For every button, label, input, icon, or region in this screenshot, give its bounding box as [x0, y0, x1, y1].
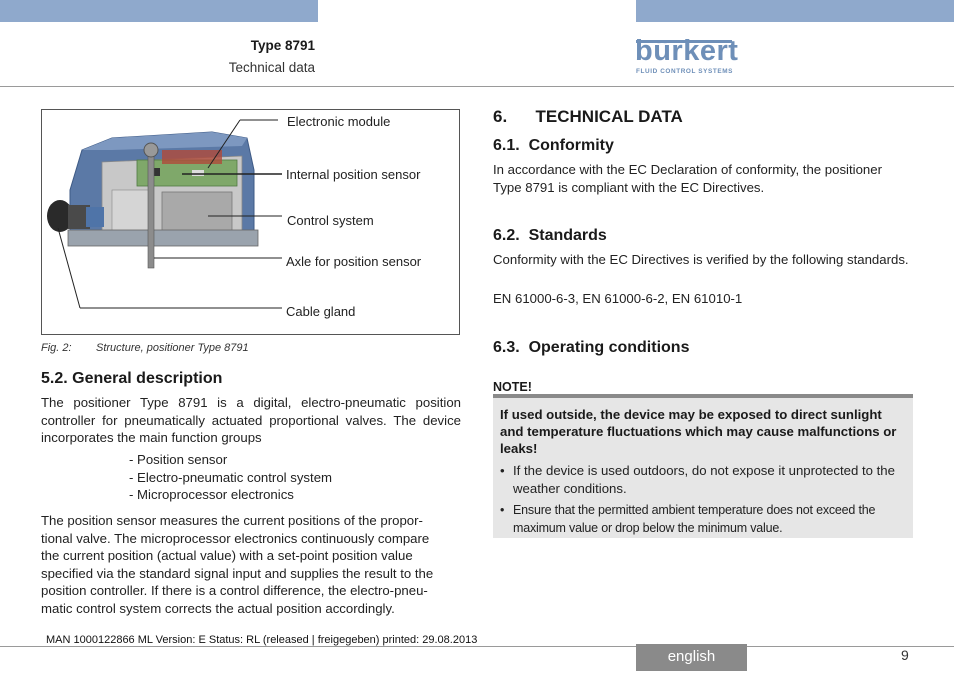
callout-internal-position-sensor: Internal position sensor — [286, 167, 421, 182]
note-bullet-text: Ensure that the permitted ambient temperature does not exceed the maximum value or drop below the minimum value. — [513, 503, 876, 535]
bullet-icon: • — [500, 503, 505, 517]
section-heading-general-description: 5.2. General description — [41, 370, 223, 387]
chapter-heading-technical-data: 6. TECHNICAL DATA — [493, 107, 683, 126]
list-item — [500, 501, 908, 537]
standards-text: Conformity with the EC Directives is verified by the following standards. — [493, 252, 909, 267]
note-label: NOTE! — [493, 380, 532, 394]
list-item — [500, 462, 908, 498]
list-item: - Electro-pneumatic control system — [129, 469, 333, 485]
company-logo — [635, 35, 739, 80]
header-divider — [0, 86, 954, 87]
position-sensor-paragraph — [41, 512, 461, 617]
footer-divider — [0, 646, 954, 647]
paragraph-line: matic control system corrects the actual position accordingly. — [41, 600, 395, 616]
figure-box — [41, 109, 460, 335]
standards-list: EN 61000-6-3, EN 61000-6-2, EN 61010-1 — [493, 291, 743, 306]
positioner-illustration — [42, 110, 459, 334]
paragraph-line: the current position (actual value) with a set-point position value — [41, 548, 413, 563]
page-number: 9 — [901, 647, 909, 663]
callout-axle-position-sensor: Axle for position sensor — [286, 254, 422, 269]
top-accent-bar-right — [636, 0, 954, 22]
top-accent-bar-left — [0, 0, 318, 22]
section-heading-operating-conditions: 6.3. Operating conditions — [493, 339, 690, 356]
note-warning-text: If used outside, the device may be exposed to direct sunlight and temperature fluctuations which may cause malfunctions or leaks! — [500, 407, 897, 456]
paragraph-line: position controller. If there is a control difference, the electro-pneu- — [41, 583, 428, 598]
logo-wordmark: bürkert — [635, 35, 739, 67]
conformity-text: In accordance with the EC Declaration of conformity, the positioner Type 8791 is compliant with the EC Directives. — [493, 162, 882, 195]
document-info-line: MAN 1000122866 ML Version: E Status: RL (released | freigegeben) printed: 29.08.2013 — [46, 634, 478, 646]
bullet-icon: • — [500, 463, 505, 478]
function-groups-list — [129, 451, 332, 504]
logo-tagline: FLUID CONTROL SYSTEMS — [636, 68, 733, 75]
note-box — [493, 394, 913, 538]
language-tab: english — [636, 644, 747, 671]
figure-caption-text: Structure, positioner Type 8791 — [96, 342, 249, 354]
paragraph-line: The position sensor measures the current positions of the propor- — [41, 513, 423, 528]
callout-control-system: Control system — [287, 213, 374, 228]
callout-electronic-module: Electronic module — [287, 114, 391, 129]
note-bullet-list — [500, 462, 908, 537]
note-bullet-text: If the device is used outdoors, do not expose it unprotected to the weather conditions. — [513, 463, 895, 496]
section-heading-standards: 6.2. Standards — [493, 227, 607, 244]
list-item: - Microprocessor electronics — [129, 487, 294, 502]
list-item: - Position sensor — [129, 452, 228, 467]
paragraph-line: tional valve. The microprocessor electronics continuously compare — [41, 530, 430, 546]
paragraph-line: specified via the standard signal input and supplies the result to the — [41, 565, 434, 581]
callout-cable-gland: Cable gland — [286, 304, 356, 319]
section-heading-conformity: 6.1. Conformity — [493, 137, 614, 154]
general-description-paragraph: The positioner Type 8791 is a digital, electro-pneumatic position controller for pneumatically actuated proportional valves. The device incorporates the main function groups — [41, 395, 461, 445]
header-type-label: Type 8791 — [250, 38, 315, 53]
figure-caption — [41, 342, 249, 354]
figure-caption-number: Fig. 2: — [41, 342, 72, 354]
header-subtitle: Technical data — [228, 60, 315, 75]
